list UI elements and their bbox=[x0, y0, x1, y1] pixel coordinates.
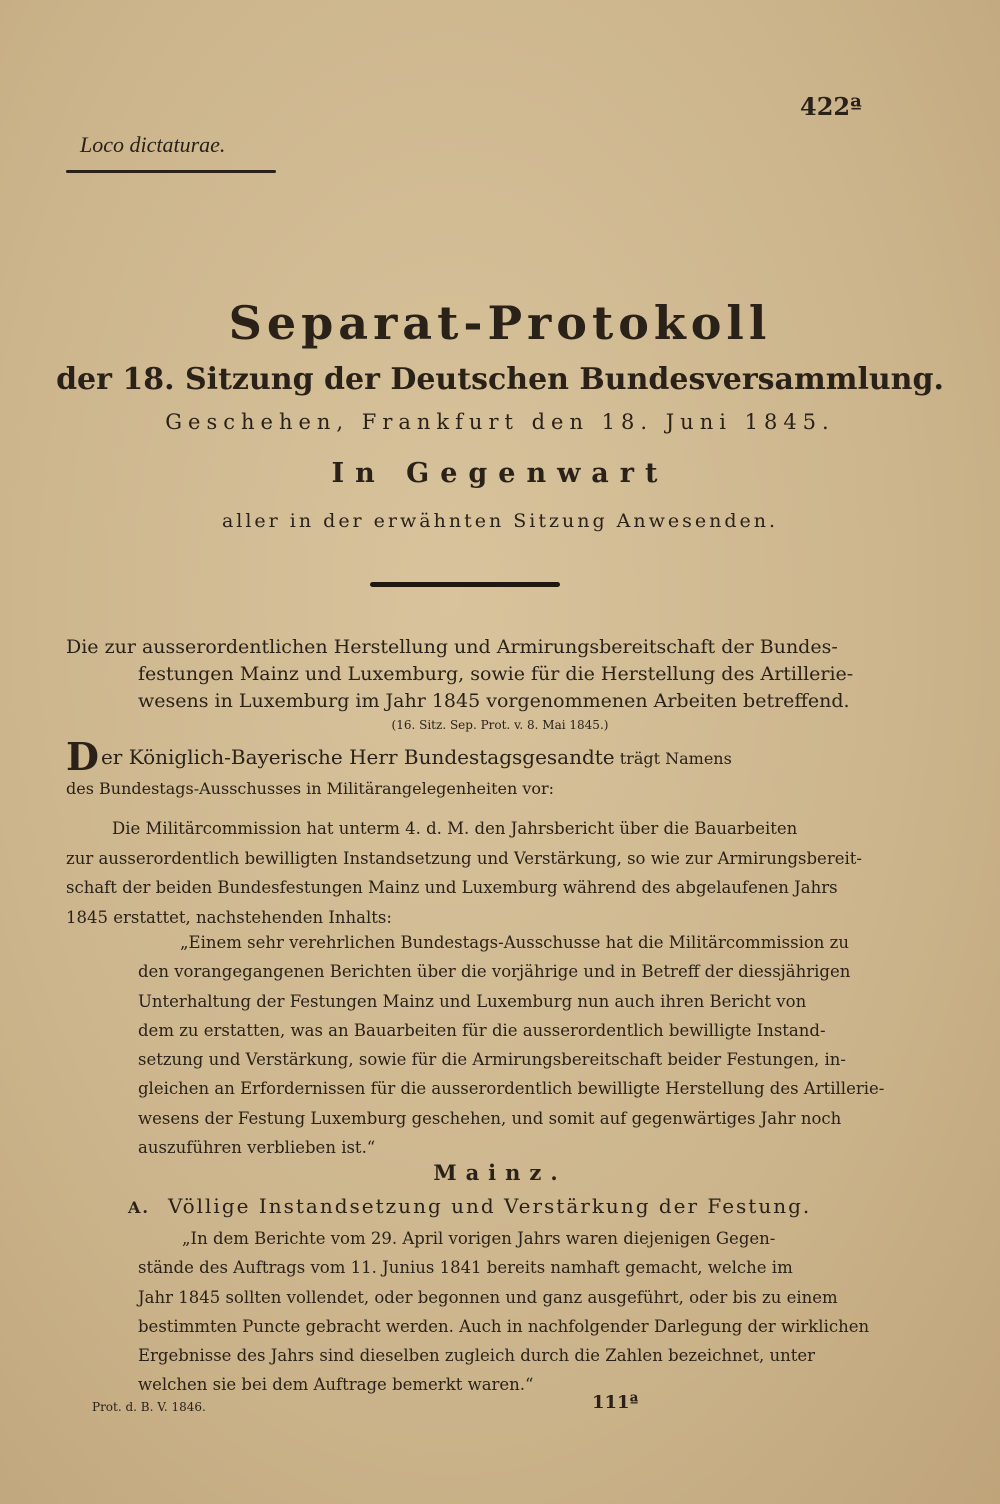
presence-heading: In Gegenwart bbox=[331, 458, 669, 489]
attendees-line: aller in der erwähnten Sitzung Anwesenden. bbox=[221, 510, 779, 532]
quote-line: Jahr 1845 sollten vollendet, oder begonnen und ganz ausgeführt, oder bis zu einem bbox=[138, 1287, 838, 1307]
quoted-report bbox=[138, 928, 885, 1162]
quote-line: bestimmten Puncte gebracht werden. Auch in nachfolgender Darlegung der wirklichen bbox=[138, 1316, 870, 1336]
intro-line-tail: trägt Namens bbox=[614, 749, 732, 768]
footer-signature-number: 111ª bbox=[592, 1392, 639, 1413]
footer-reference: Prot. d. B. V. 1846. bbox=[92, 1400, 206, 1414]
protocol-citation: (16. Sitz. Sep. Prot. v. 8. Mai 1845.) bbox=[391, 718, 609, 732]
quote-line: den vorangegangenen Berichten über die vorjährige und in Betreff der diessjährigen bbox=[138, 962, 851, 982]
quote-line: dem zu erstatten, was an Bauarbeiten für die ausserordentlich bewilligte Instand- bbox=[138, 1020, 826, 1040]
subsection-letter: A. bbox=[128, 1198, 150, 1217]
quote-line: Ergebnisse des Jahrs sind dieselben zugleich durch die Zahlen bezeichnet, unter bbox=[138, 1346, 816, 1366]
quote-line: welchen sie bei dem Auftrage bemerkt waren.“ bbox=[138, 1375, 534, 1395]
drop-cap: D bbox=[66, 734, 99, 779]
margin-note-underline bbox=[66, 170, 276, 173]
body-paragraph bbox=[66, 814, 862, 932]
quote-line: „In dem Berichte vom 29. April vorigen Jahrs waren diejenigen Gegen- bbox=[182, 1229, 776, 1248]
section-heading-mainz: Mainz. bbox=[433, 1160, 567, 1185]
subsection-heading bbox=[128, 1194, 811, 1218]
subject-heading bbox=[66, 634, 856, 715]
document-subtitle: der 18. Sitzung der Deutschen Bundesversammlung. bbox=[56, 362, 944, 397]
paragraph-line: 1845 erstattet, nachstehenden Inhalts: bbox=[66, 907, 392, 927]
paragraph-line: zur ausserordentlich bewilligten Instandsetzung und Verstärkung, so wie zur Armirungsbereit- bbox=[66, 848, 862, 868]
quoted-report-mainz bbox=[138, 1224, 870, 1400]
quote-line: „Einem sehr verehrlichen Bundestags-Ausschusse hat die Militärcommission zu bbox=[180, 933, 849, 952]
dateline: Geschehen, Frankfurt den 18. Juni 1845. bbox=[165, 410, 835, 434]
intro-line: des Bundestags-Ausschusses in Militärangelegenheiten vor: bbox=[66, 779, 555, 798]
quote-line: gleichen an Erfordernissen für die ausserordentlich bewilligte Herstellung des Artillerie- bbox=[138, 1079, 885, 1099]
document-title: Separat-Protokoll bbox=[228, 296, 772, 350]
intro-paragraph bbox=[66, 734, 732, 804]
paragraph-line: Die Militärcommission hat unterm 4. d. M. den Jahrsbericht über die Bauarbeiten bbox=[112, 819, 798, 838]
quote-line: wesens der Festung Luxemburg geschehen, und somit auf gegenwärtiges Jahr noch bbox=[138, 1108, 842, 1128]
quote-line: stände des Auftrags vom 11. Junius 1841 bereits namhaft gemacht, welche im bbox=[138, 1258, 793, 1278]
quote-line: auszuführen verblieben ist.“ bbox=[138, 1138, 376, 1158]
subject-line: festungen Mainz und Luxemburg, sowie für die Herstellung des Artillerie- bbox=[138, 663, 854, 685]
quote-line: setzung und Verstärkung, sowie für die Armirungsbereitschaft beider Festungen, in- bbox=[138, 1050, 846, 1070]
section-divider bbox=[370, 582, 560, 587]
subsection-title: Völlige Instandsetzung und Verstärkung der Festung. bbox=[167, 1194, 812, 1218]
paragraph-line: schaft der beiden Bundesfestungen Mainz und Luxemburg während des abgelaufenen Jahrs bbox=[66, 878, 838, 897]
subject-line: wesens in Luxemburg im Jahr 1845 vorgenommenen Arbeiten betreffend. bbox=[138, 690, 850, 712]
intro-line bbox=[66, 734, 732, 779]
subject-line: Die zur ausserordentlichen Herstellung und Armirungsbereitschaft der Bundes- bbox=[66, 636, 838, 658]
quote-line: Unterhaltung der Festungen Mainz und Luxemburg nun auch ihren Bericht von bbox=[138, 991, 807, 1011]
intro-line-main: er Königlich-Bayerische Herr Bundestagsgesandte bbox=[100, 745, 615, 769]
page-number: 422ª bbox=[800, 92, 862, 121]
margin-note: Loco dictaturae. bbox=[80, 132, 226, 157]
